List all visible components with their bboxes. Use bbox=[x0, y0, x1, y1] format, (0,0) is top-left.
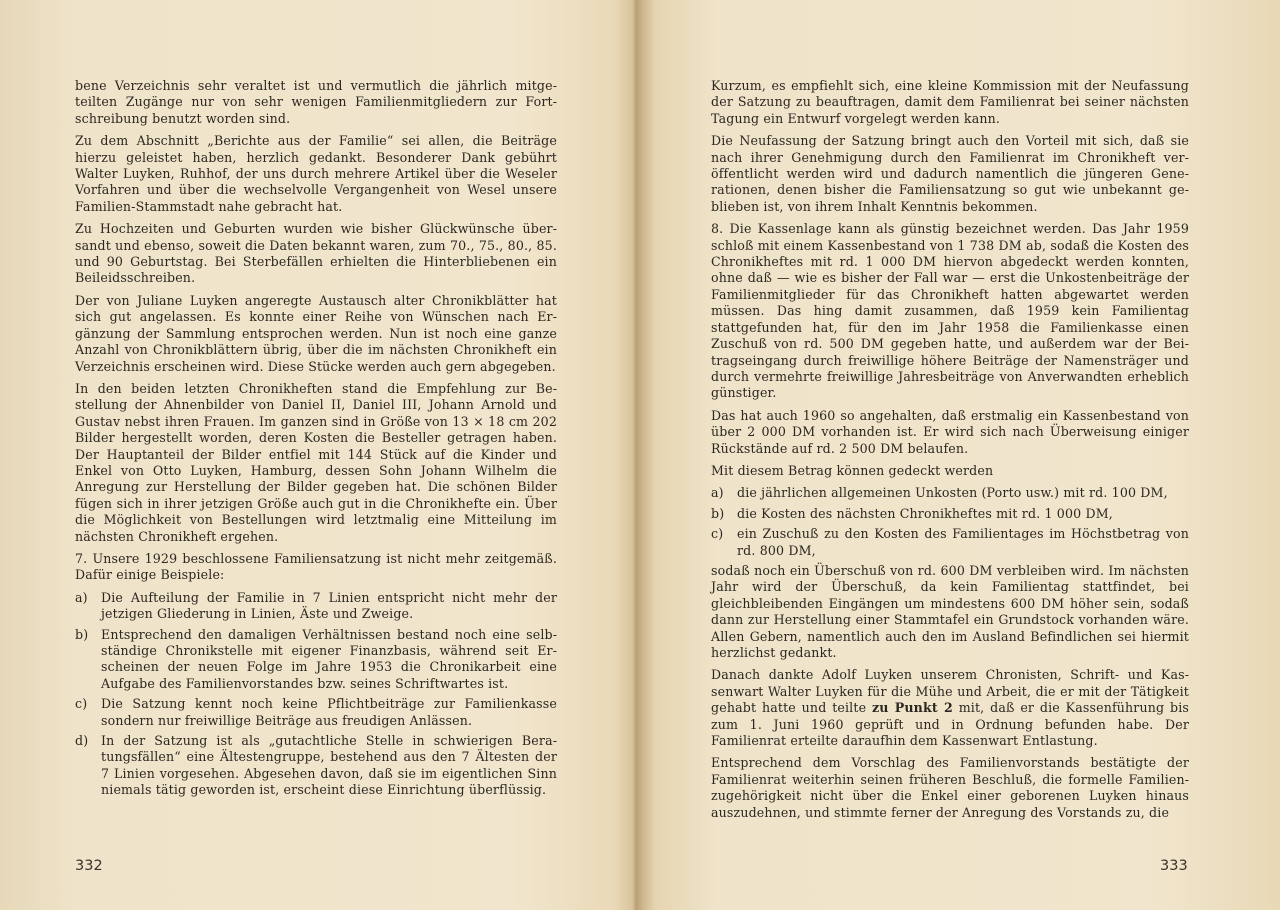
list-item-text: Entsprechend den damaligen Verhältnissen bestand noch eine selbständige Chronikstelle mit eigener Finanzbasis, während seit Erscheinen der neuen Folge im Jahre 1953 die Chronikarbeit eine Aufgabe des Familienvorstandes bzw. seines Schriftwartes ist. bbox=[101, 626, 557, 691]
list-item bbox=[75, 696, 557, 729]
list-item-label: c) bbox=[75, 696, 88, 712]
list-item-label: c) bbox=[711, 526, 724, 542]
page-number-right: 333 bbox=[1160, 858, 1188, 874]
right-page bbox=[711, 78, 1189, 827]
list-item bbox=[711, 506, 1189, 522]
paragraph bbox=[711, 667, 1189, 749]
list-item-text: die Kosten des nächsten Chronikheftes mit rd. 1 000 DM, bbox=[737, 505, 1113, 521]
list-item bbox=[711, 526, 1189, 559]
list-item-text: Die Aufteilung der Familie in 7 Linien entspricht nicht mehr der jetzigen Gliederung in Linien, Äste und Zweige. bbox=[101, 589, 557, 622]
list-item bbox=[75, 590, 557, 623]
list-item-label: b) bbox=[711, 505, 725, 521]
paragraph: In den beiden letzten Chronikheften stand die Empfehlung zur Bestellung der Ahnenbilder von Daniel II, Daniel III, Johann Arnold und Gustav nebst ihren Frauen. Im ganzen sind in Größe von 13 × 18 cm 202 Bilder hergestellt worden, deren Kosten die Besteller getragen haben. Der Hauptanteil der Bilder entfiel mit 144 Stück auf die Kinder und Enkel von Otto Luyken, Hamburg, dessen Sohn Johann Wilhelm die Anregung zur Herstellung der Bilder gegeben hat. Die schönen Bilder fügen sich in ihrer jetzigen Größe auch gut in die Chronikhefte ein. Über die Möglichkeit von Bestellungen wird letztmalig eine Mitteilung im nächsten Chronikheft ergehen. bbox=[75, 380, 557, 544]
list-item-text: In der Satzung ist als „gutachtliche Stelle in schwierigen Beratungsfällen“ eine Ältestengruppe, bestehend aus den 7 Ältesten der 7 Linien vorgesehen. Abgesehen davon, daß sie im eigentlichen Sinn niemals tätig geworden ist, erscheint diese Einrichtung überflüssig. bbox=[101, 733, 557, 798]
paragraph: sodaß noch ein Überschuß von rd. 600 DM verbleiben wird. Im nächsten Jahr wird der Überschuß, da kein Familientag stattfindet, bei gleichbleibenden Eingängen um mindestens 600 DM höher sein, sodaß dann zur Herstellung einer Stammtafel ein Grundstock vorhanden wäre. Allen Gebern, namentlich auch den im Ausland Befindlichen sei hiermit herzlichst gedankt. bbox=[711, 562, 1189, 660]
text-run: Danach dankte Adolf Luyken unserem Chronisten, Schrift- und Kassenwart Walter Luyken für die Mühe und Arbeit, die er mit der Tätigkeit gehabt hatte und teilte bbox=[711, 667, 1189, 716]
paragraph: Der von Juliane Luyken angeregte Austausch alter Chronikblätter hat sich gut angelassen. Es konnte einer Reihe von Wünschen nach Ergänzung der Sammlung entsprochen werden. Nun ist noch eine ganze Anzahl von Chronikblättern übrig, über die im nächsten Chronikheft ein Verzeichnis erscheinen wird. Diese Stücke werden auch gern abgegeben. bbox=[75, 292, 557, 374]
paragraph: bene Verzeichnis sehr veraltet ist und vermutlich die jährlich mitgeteilten Zugänge nur von sehr wenigen Familienmitgliedern zur Fortschreibung benutzt worden sind. bbox=[75, 78, 557, 126]
list-item-label: b) bbox=[75, 626, 89, 642]
list-item bbox=[711, 485, 1189, 501]
text-run: mit, daß er die Kassenführung bis zum 1. Juni 1960 geprüft und in Ordnung befunden habe. Der Familienrat erteilte daraufhin dem Kassenwart Entlastung. bbox=[711, 700, 1189, 749]
left-page bbox=[75, 78, 557, 803]
paragraph: 8. Die Kassenlage kann als günstig bezeichnet werden. Das Jahr 1959 schloß mit einem Kassenbestand von 1 738 DM ab, sodaß die Kosten des Chronikheftes mit rd. 1 000 DM hiervon abgedeckt werden konnten, ohne daß — wie es bisher der Fall war — erst die Unkostenbeiträge der Familienmitglieder für das Chronikheft hatten abgewartet werden müssen. Das hing damit zusammen, daß 1959 kein Familientag stattgefunden hat, für den im Jahr 1958 die Familienkasse einen Zuschuß von rd. 500 DM gegeben hatte, und außerdem war der Beitragseingang durch freiwillige höhere Beiträge der Namensträger und durch vermehrte freiwillige Jahresbeiträge von Anverwandten erheblich günstiger. bbox=[711, 221, 1189, 401]
page-number-left: 332 bbox=[75, 858, 103, 874]
paragraph: Zu Hochzeiten und Geburten wurden wie bisher Glückwünsche übersandt und ebenso, soweit die Daten bekannt waren, zum 70., 75., 80., 85. und 90 Geburtstag. Bei Sterbefällen erhielten die Hinterbliebenen ein Beileidsschreiben. bbox=[75, 221, 557, 286]
paragraph: 7. Unsere 1929 beschlossene Familiensatzung ist nicht mehr zeitgemäß. Dafür einige Beispiele: bbox=[75, 550, 557, 583]
paragraph: Entsprechend dem Vorschlag des Familienvorstands bestätigte der Familienrat weiterhin seinen früheren Beschluß, die formelle Familienzugehörigkeit nicht über die Enkel einer geborenen Luyken hinaus auszudehnen, und stimmte ferner der Anregung des Vorstands zu, die bbox=[711, 755, 1189, 820]
list-item-label: a) bbox=[75, 589, 88, 605]
list-item-text: Die Satzung kennt noch keine Pflichtbeiträge zur Familienkasse sondern nur freiwillige Beiträge aus freudigen Anlässen. bbox=[101, 696, 557, 728]
paragraph: Zu dem Abschnitt „Berichte aus der Familie“ sei allen, die Beiträge hierzu geleistet haben, herzlich gedankt. Besonderer Dank gebührt Walter Luyken, Ruhhof, der uns durch mehrere Artikel über die Weseler Vorfahren und über die wechselvolle Vergangenheit von Wesel unsere Familien-Stammstadt nahe gebracht hat. bbox=[75, 133, 557, 214]
paragraph: Mit diesem Betrag können gedeckt werden bbox=[711, 462, 994, 478]
paragraph: Kurzum, es empfiehlt sich, eine kleine Kommission mit der Neufassung der Satzung zu beauftragen, damit dem Familienrat bei seiner nächsten Tagung ein Entwurf vorgelegt werden kann. bbox=[711, 78, 1189, 126]
list-item-text: ein Zuschuß zu den Kosten des Familientages im Höchstbetrag von rd. 800 DM, bbox=[737, 526, 1189, 558]
list-item bbox=[75, 627, 557, 693]
list-item bbox=[75, 733, 557, 799]
list-item-label: d) bbox=[75, 733, 89, 749]
bold-text: zu Punkt 2 bbox=[871, 700, 953, 716]
paragraph: Das hat auch 1960 so angehalten, daß erstmalig ein Kassenbestand von über 2 000 DM vorhanden ist. Er wird sich nach Überweisung einiger Rückstände auf rd. 2 500 DM belaufen. bbox=[711, 407, 1189, 456]
paragraph: Die Neufassung der Satzung bringt auch den Vorteil mit sich, daß sie nach ihrer Genehmigung durch den Familienrat im Chronikheft veröffentlicht werden wird und dadurch namentlich die jüngeren Generationen, denen bisher die Familiensatzung so gut wie unbekannt geblieben ist, von ihrem Inhalt Kenntnis bekommen. bbox=[711, 133, 1189, 214]
list-item-text: die jährlichen allgemeinen Unkosten (Porto usw.) mit rd. 100 DM, bbox=[737, 485, 1168, 501]
list-item-label: a) bbox=[711, 485, 724, 501]
